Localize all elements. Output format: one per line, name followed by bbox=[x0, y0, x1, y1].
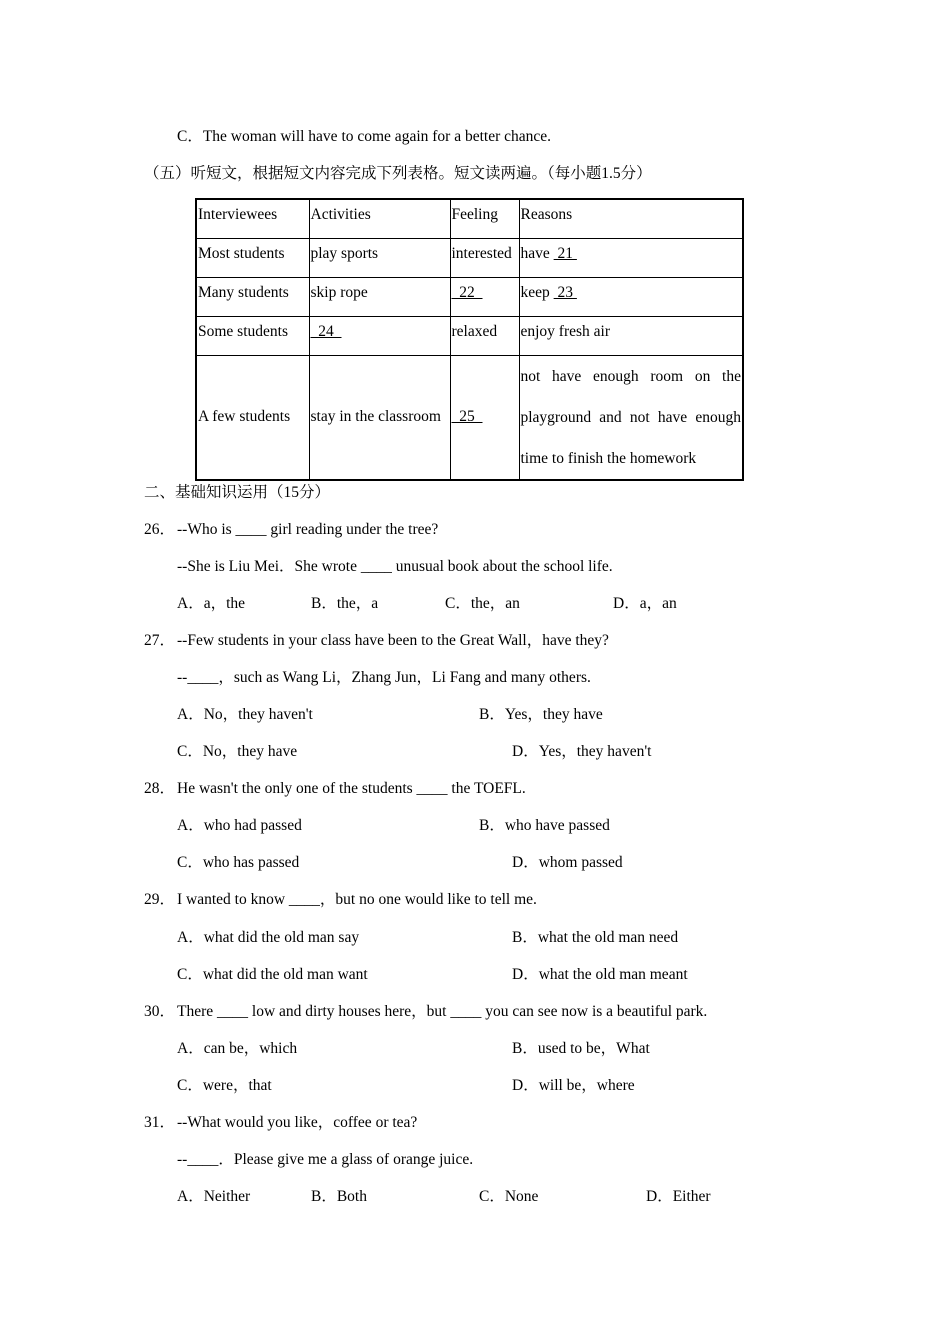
previous-option-c: C．The woman will have to come again for a better chance. bbox=[177, 128, 552, 145]
part-2-heading: 二、基础知识运用（15分） bbox=[144, 484, 331, 501]
option-a: A．what did the old man say bbox=[177, 929, 360, 946]
option-c: C．None bbox=[479, 1188, 539, 1205]
blank-24: 24 bbox=[310, 322, 342, 340]
table-row bbox=[196, 277, 743, 316]
section-5-heading: （五）听短文，根据短文内容完成下列表格。短文读两遍。（每小题1.5分） bbox=[144, 165, 652, 182]
option-b: B．Both bbox=[311, 1188, 367, 1205]
cell-interviewees: Some students bbox=[196, 316, 309, 355]
header-feeling: Feeling bbox=[450, 199, 519, 238]
cell-activities: stay in the classroom bbox=[309, 355, 450, 480]
header-reasons: Reasons bbox=[519, 199, 743, 238]
option-b: B．the，a bbox=[311, 595, 379, 612]
cell-activities bbox=[309, 316, 450, 355]
header-interviewees: Interviewees bbox=[196, 199, 309, 238]
table-header-row bbox=[196, 199, 743, 238]
cell-feeling: interested bbox=[450, 238, 519, 277]
question-number: 26． bbox=[144, 521, 176, 538]
option-c: C．who has passed bbox=[177, 854, 300, 871]
table-row bbox=[196, 316, 743, 355]
listening-table bbox=[195, 198, 744, 481]
question-text: He wasn't the only one of the students ____ the TOEFL. bbox=[177, 780, 526, 797]
blank-25: 25 bbox=[451, 408, 483, 425]
blank-23: 23 bbox=[553, 283, 577, 301]
option-b: B．who have passed bbox=[479, 817, 610, 834]
cell-feeling bbox=[450, 277, 519, 316]
question-text: --Few students in your class have been to the Great Wall，have they? bbox=[177, 632, 609, 649]
option-c: C．No，they have bbox=[177, 743, 298, 760]
option-d: D．Either bbox=[646, 1188, 711, 1205]
question-number: 27． bbox=[144, 632, 176, 649]
question-text: --____．Please give me a glass of orange juice. bbox=[177, 1151, 474, 1168]
question-number: 29． bbox=[144, 891, 176, 908]
reason-line: not have enough room on the bbox=[520, 367, 741, 385]
question-number: 30． bbox=[144, 1003, 176, 1020]
option-a: A．Neither bbox=[177, 1188, 251, 1205]
cell-interviewees: Many students bbox=[196, 277, 309, 316]
question-number: 28． bbox=[144, 780, 176, 797]
question-text: --What would you like，coffee or tea? bbox=[177, 1114, 418, 1131]
option-a: A．No，they haven't bbox=[177, 706, 313, 723]
option-d: D．what the old man meant bbox=[512, 966, 688, 983]
cell-activities: skip rope bbox=[309, 277, 450, 316]
option-d: D．Yes，they haven't bbox=[512, 743, 652, 760]
cell-feeling bbox=[450, 355, 519, 480]
option-a: A．a，the bbox=[177, 595, 246, 612]
question-text: There ____ low and dirty houses here，but ____ you can see now is a beautiful park. bbox=[177, 1003, 708, 1020]
option-d: D．a，an bbox=[613, 595, 677, 612]
question-text: I wanted to know ____，but no one would like to tell me. bbox=[177, 891, 537, 908]
option-b: B．used to be，What bbox=[512, 1040, 650, 1057]
table-row bbox=[196, 355, 743, 480]
cell-feeling: relaxed bbox=[450, 316, 519, 355]
blank-21: 21 bbox=[553, 244, 577, 262]
question-number: 31． bbox=[144, 1114, 176, 1131]
cell-reason: enjoy fresh air bbox=[519, 316, 743, 355]
option-b: B．what the old man need bbox=[512, 929, 679, 946]
cell-reason bbox=[519, 277, 743, 316]
question-text: --____，such as Wang Li，Zhang Jun，Li Fang and many others. bbox=[177, 669, 591, 686]
option-d: D．whom passed bbox=[512, 854, 623, 871]
option-a: A．can be，which bbox=[177, 1040, 298, 1057]
reason-line: time to finish the homework bbox=[520, 449, 697, 467]
cell-activities: play sports bbox=[309, 238, 450, 277]
option-d: D．will be，where bbox=[512, 1077, 635, 1094]
option-c: C．the，an bbox=[445, 595, 520, 612]
blank-22: 22 bbox=[451, 283, 483, 301]
option-a: A．who had passed bbox=[177, 817, 302, 834]
option-c: C．were，that bbox=[177, 1077, 272, 1094]
cell-reason bbox=[519, 355, 743, 480]
reason-prefix: keep bbox=[520, 283, 554, 301]
reason-line: playground and not have enough bbox=[520, 408, 741, 426]
header-activities: Activities bbox=[309, 199, 450, 238]
option-c: C．what did the old man want bbox=[177, 966, 368, 983]
question-text: --She is Liu Mei．She wrote ____ unusual book about the school life. bbox=[177, 558, 613, 575]
question-text: --Who is ____ girl reading under the tree? bbox=[177, 521, 439, 538]
cell-interviewees: A few students bbox=[196, 355, 309, 480]
table-row bbox=[196, 238, 743, 277]
cell-interviewees: Most students bbox=[196, 238, 309, 277]
option-b: B．Yes，they have bbox=[479, 706, 603, 723]
reason-prefix: have bbox=[520, 244, 554, 262]
cell-reason bbox=[519, 238, 743, 277]
